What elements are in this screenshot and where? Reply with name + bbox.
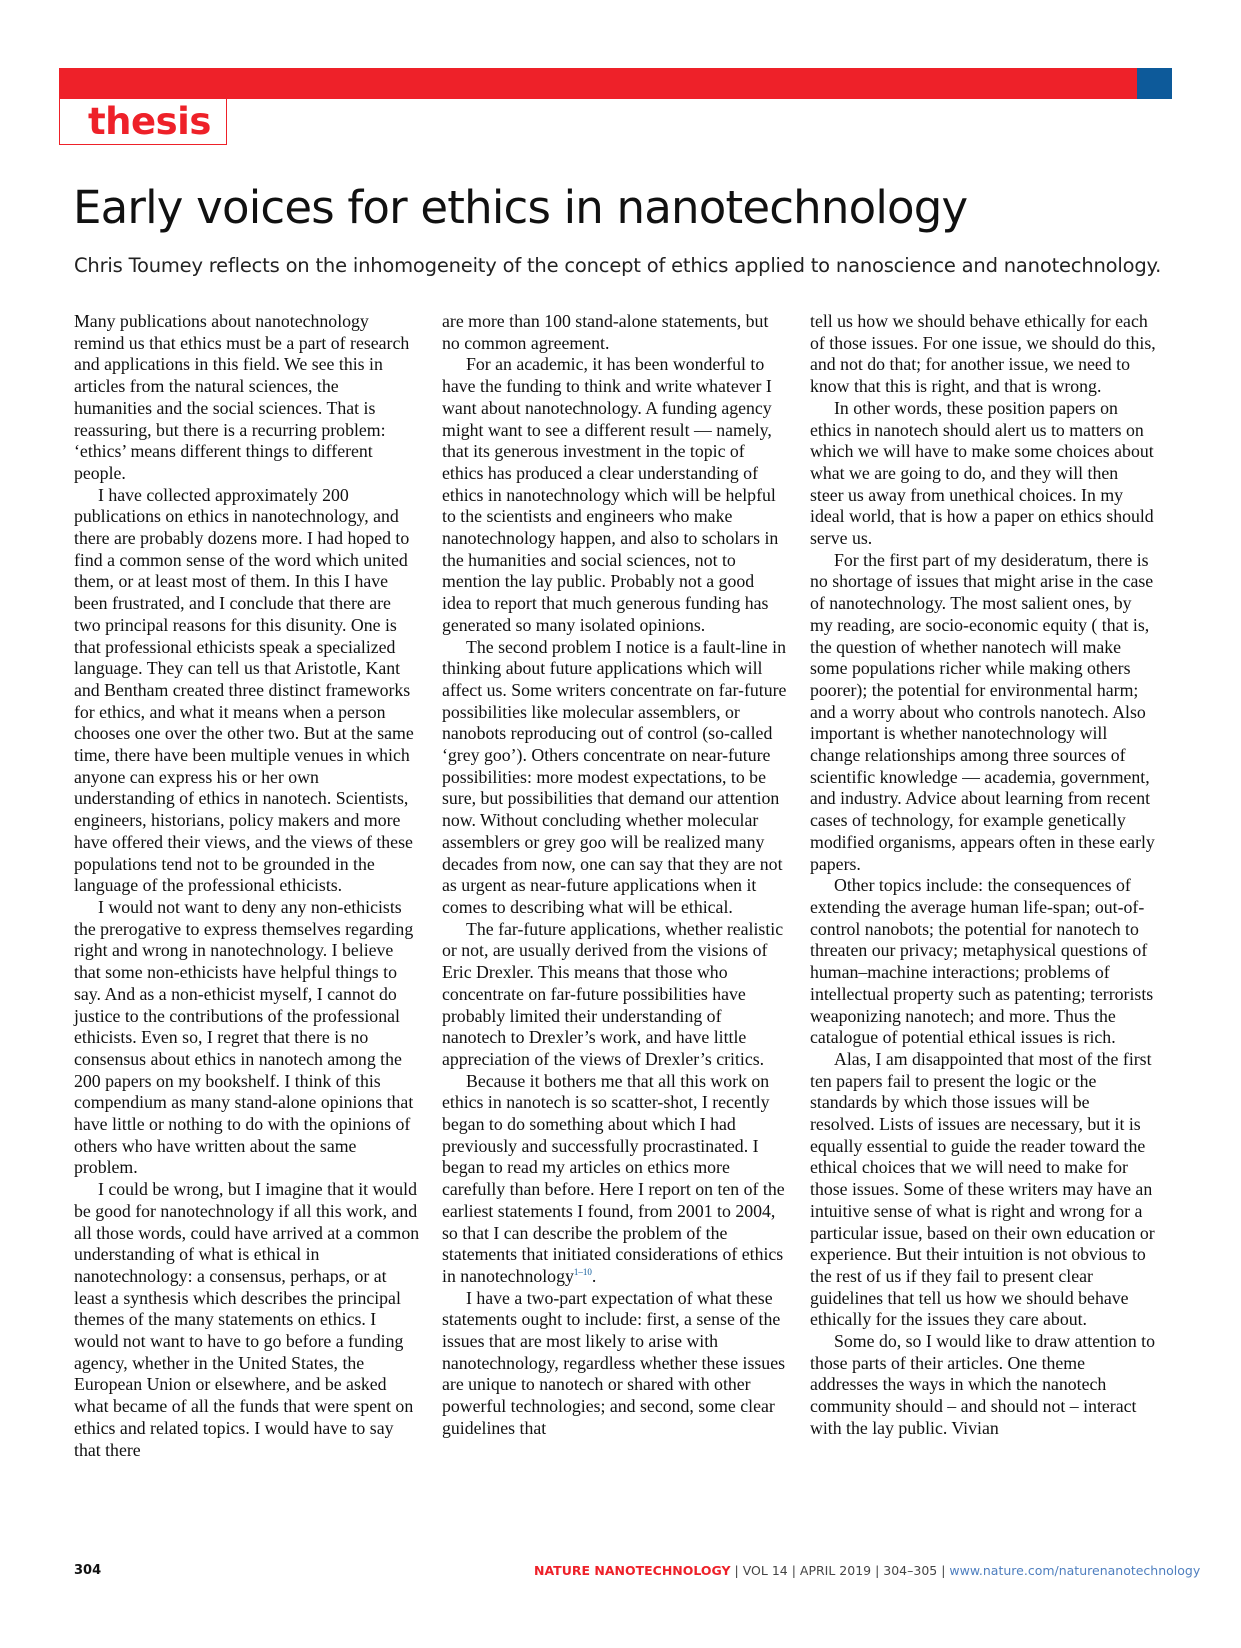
page-number: 304 [74,1563,102,1578]
paragraph: I have collected approximately 200 publications on ethics in nanotechnology, and there are probably dozens more. I had hoped to find a common sense of the word which united them, or at least most of them. In this I have been frustrated, and I conclude that there are two principal reasons for this disunity. One is that professional ethicists speak a specialized language. They can tell us that Aristotle, Kant and Bentham created three distinct frameworks for ethics, and what it means when a person chooses one over the other two. But at the same time, there have been multiple venues in which anyone can express his or her own understanding of ethics in nanotech. Scientists, engineers, historians, policy makers and more have offered their views, and the views of these populations tend not to be grounded in the language of the professional ethicists. [74,484,414,896]
paragraph: Many publications about nanotechnology remind us that ethics must be a part of research and applications in this field. We see this in articles from the natural sciences, the humanities and the social sciences. That is reassuring, but there is a recurring problem: ‘ethics’ means different things to different people. [74,311,410,483]
body-column-2 [442,311,788,1440]
article-standfirst: Chris Toumey reflects on the inhomogeneity of the concept of ethics applied to nanoscience and nanotechnology. [74,254,1162,277]
header-color-bar [59,68,1146,99]
paragraph: tell us how we should behave ethically for each of those issues. For one issue, we should do this, and not do that; for another issue, we need to know that this is right, and that is wrong. [810,311,1156,397]
paragraph: I would not want to deny any non-ethicists the prerogative to express themselves regarding right and wrong in nanotechnology. I believe that some non-ethicists have helpful things to say. And as a non-ethicist myself, I cannot do justice to the contributions of the professional ethicists. Even so, I regret that there is no consensus about ethics in nanotech among the 200 papers on my bookshelf. I think of this compendium as many stand-alone opinions that have little or nothing to do with the opinions of others who have written about the same problem. [74,896,414,1178]
header-blue-block [1137,68,1172,99]
paragraph: are more than 100 stand-alone statements, but no common agreement. [442,311,769,353]
journal-footer [534,1563,1200,1579]
journal-url-link[interactable]: www.nature.com/naturenanotechnology [949,1563,1201,1578]
paragraph: I could be wrong, but I imagine that it would be good for nanotechnology if all this work, and all those words, could have arrived at a common understanding of what is ethical in nanotechnology: a consensus, perhaps, or at least a synthesis which describes the principal themes of the many statements on ethics. I would not want to have to go before a funding agency, whether in the United States, the European Union or elsewhere, and be asked what became of all the funds that were spent on ethics and related topics. I would have to say that there [74,1179,420,1460]
paragraph: For an academic, it has been wonderful to have the funding to think and write whatever I want about nanotechnology. A funding agency might want to see a different result — namely, that its generous investment in the topic of ethics has produced a clear understanding of ethics in nanotechnology which will be helpful to the scientists and engineers who make nanotechnology happen, and also to scholars in the humanities and social sciences, not to mention the lay public. Probably not a good idea to report that much generous funding has generated so many isolated opinions. [442,354,779,635]
body-column-1 [74,311,420,1461]
body-column-3 [810,311,1156,1440]
paragraph-end: . [591,1265,597,1286]
paragraph: In other words, these position papers on ethics in nanotech should alert us to matters on which we will have to make some choices about what we are going to do, and they will then steer us away from unethical choices. In my ideal world, that is how a paper on ethics should serve us. [810,397,1154,549]
paragraph-text: Because it bothers me that all this work on ethics in nanotech is so scatter-shot, I recently began to do something about which I had previously and successfully procrastinated. I began to read my articles on ethics more carefully than before. Here I report on ten of the earliest statements I found, from 2001 to 2004, so that I can describe the problem of the statements that initiated considerations of ethics in nanotechnology [442,1070,785,1286]
paragraph: The second problem I notice is a fault-line in thinking about future applications which will affect us. Some writers concentrate on far-future possibilities like molecular assemblers, or nanobots reproducing out of control (so-called ‘grey goo’). Others concentrate on near-future possibilities: more modest expectations, to be sure, but possibilities that demand our attention now. Without concluding whether molecular assemblers or grey goo will be realized many decades from now, one can say that they are not as urgent as near-future applications when it comes to describing what will be ethical. [442,636,787,917]
issue-info: | VOL 14 | APRIL 2019 | 304–305 | [730,1563,950,1578]
paragraph: The far-future applications, whether realistic or not, are usually derived from the visions of Eric Drexler. This means that those who concentrate on far-future possibilities have probably limited their understanding of nanotech to Drexler’s work, and have little appreciation of the views of Drexler’s critics. [442,918,784,1069]
section-label: thesis [88,100,211,143]
reference-link[interactable]: 1–10 [573,1267,592,1278]
paragraph: Some do, so I would like to draw attention to those parts of their articles. One theme addresses the ways in which the nanotech community should – and should not – interact with the lay public. Vivian [810,1331,1156,1438]
paragraph: Other topics include: the consequences of extending the average human life-span; out-of-control nanobots; the potential for nanotech to threaten our privacy; metaphysical questions of human–machine interactions; problems of intellectual property such as patenting; terrorists weaponizing nanotech; and more. Thus the catalogue of potential ethical issues is rich. [810,875,1154,1048]
paragraph: For the first part of my desideratum, there is no shortage of issues that might arise in the case of nanotechnology. The most salient ones, by my reading, are socio-economic equity ( that is, the question of whether nanotech will make some populations richer while making others poorer); the potential for environmental harm; and a worry about who controls nanotech. Also important is whether nanotechnology will change relationships among three sources of scientific knowledge — academia, government, and industry. Advice about learning from recent cases of technology, for example genetically modified organisms, appears often in these early papers. [810,549,1155,874]
paragraph-with-reference [442,1071,788,1288]
paragraph: Alas, I am disappointed that most of the first ten papers fail to present the logic or the standards by which those issues will be resolved. Lists of issues are necessary, but it is equally essential to guide the reader toward the ethical choices that we will need to make for those issues. Some of these writers may have an intuitive sense of what is right and wrong for a particular issue, based on their own education or experience. But their intuition is not obvious to the rest of us if they fail to present clear guidelines that tell us how we should behave ethically for the issues they care about. [810,1048,1155,1330]
journal-name: NATURE NANOTECHNOLOGY [534,1563,731,1578]
article-title: Early voices for ethics in nanotechnology [73,181,968,234]
paragraph: I have a two-part expectation of what these statements ought to include: first, a sense of the issues that are most likely to arise with nanotechnology, regardless whether these issues are unique to nanotech or shared with other powerful technologies; and second, some clear guidelines that [442,1287,786,1438]
